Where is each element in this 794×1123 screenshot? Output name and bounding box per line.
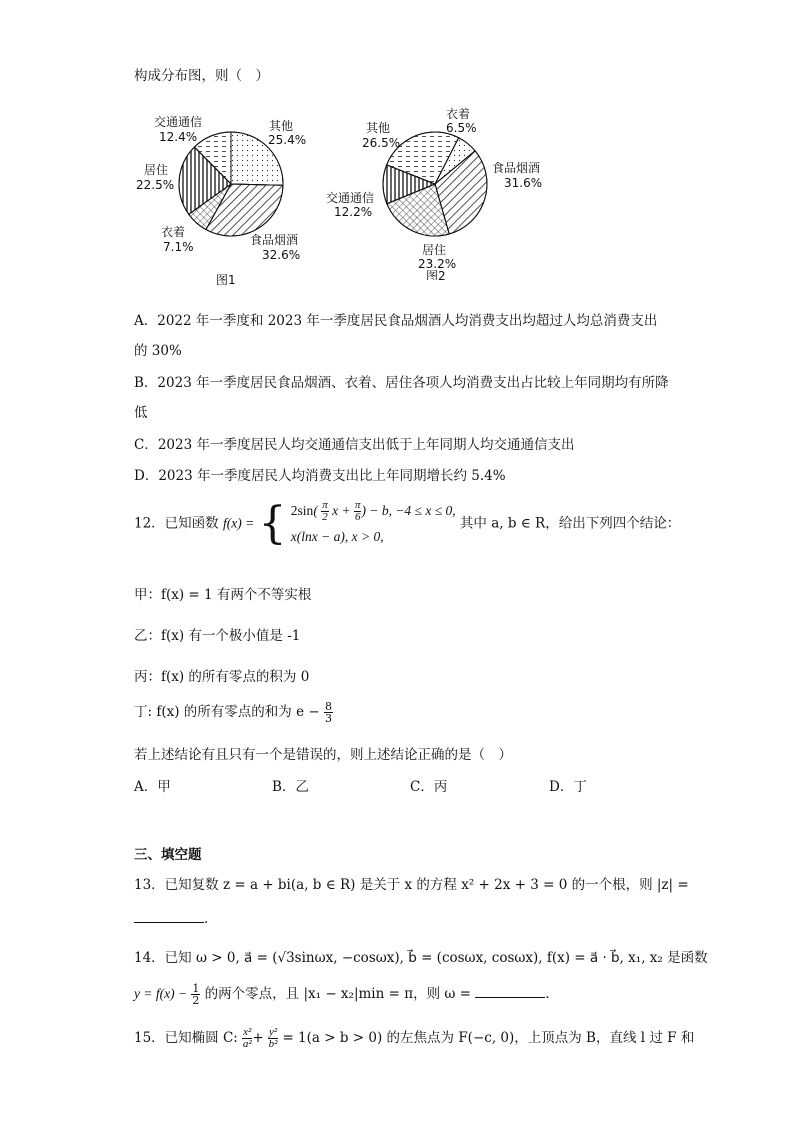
q11-option-a-line1: A．2022 年一季度和 2023 年一季度居民食品烟酒人均消费支出均超过人均总消费支出 bbox=[134, 313, 658, 329]
fig2-label-food-pct: 31.6% bbox=[504, 176, 543, 190]
fig2-label-transport-name: 交通通信 bbox=[326, 191, 375, 205]
q12-brace: { bbox=[258, 498, 287, 549]
fig1-label-food-name: 食品烟酒 bbox=[250, 233, 299, 247]
pie-chart-figure1 bbox=[126, 104, 326, 290]
fig1-label-housing-pct: 22.5% bbox=[136, 178, 175, 192]
fig1-label-other-pct: 25.4% bbox=[268, 133, 307, 147]
q11-option-a-line2: 的 30% bbox=[134, 343, 182, 359]
q12-cases bbox=[291, 498, 456, 550]
q12-claim-ding: 丁: f(x) 的所有零点的和为 e − $\frac{8}{3}$ bbox=[134, 700, 332, 725]
fig2-label-other-name: 其他 bbox=[366, 121, 391, 135]
q12-frac-pi-2: $\frac{\pi}{2}$ bbox=[322, 499, 328, 524]
q12-case1: 2sin( $\frac{\pi}{2}$ x + $\frac{\pi}{6}$ ) − b, −4 ≤ x ≤ 0, bbox=[290, 499, 456, 524]
fig2-label-transport-pct: 12.2% bbox=[334, 205, 373, 219]
q15-frac-y2-b2: $\frac{\text{y²}}{\text{b²}}$ bbox=[268, 1026, 278, 1050]
fig1-label-clothing-pct: 7.1% bbox=[163, 240, 194, 254]
q12-frac-8-3: $\frac{8}{3}$ bbox=[324, 700, 332, 725]
q12-choice-b: B．乙 bbox=[272, 779, 309, 795]
q13-text: 13．已知复数 z = a + bi(a, b ∈ R) 是关于 x 的方程 x² + 2x + 3 = 0 的一个根，则 |z| = bbox=[134, 877, 689, 893]
section3-heading: 三、填空题 bbox=[134, 847, 202, 863]
fig1-label-housing-name: 居住 bbox=[144, 163, 169, 177]
q15-frac-x2-a2: $\frac{\text{x²}}{\text{a²}}$ bbox=[242, 1026, 252, 1050]
q11-option-d: D．2023 年一季度居民人均消费支出比上年同期增长约 5.4% bbox=[134, 468, 506, 484]
q14-answer-blank[interactable] bbox=[475, 983, 545, 998]
fig1-label-clothing-name: 衣着 bbox=[161, 225, 186, 239]
q12-claim-bing: 丙：f(x) 的所有零点的积为 0 bbox=[134, 669, 310, 685]
pie-chart-figure2 bbox=[318, 104, 568, 280]
q11-option-b-line1: B．2023 年一季度居民食品烟酒、衣着、居住各项人均消费支出占比较上年同期均有所降 bbox=[134, 375, 669, 391]
fig1-label-transport-pct: 12.4% bbox=[159, 130, 198, 144]
fig2-label-clothing-name: 衣着 bbox=[446, 107, 471, 121]
fig1-label-transport-name: 交通通信 bbox=[154, 115, 203, 129]
q12-claim-yi: 乙：f(x) 有一个极小值是 -1 bbox=[134, 628, 301, 644]
q12-choice-c: C．丙 bbox=[410, 779, 448, 795]
q14-line2: y = f(x) − $\frac{1}{2}$ 的两个零点，且 |x₁ − x₂|min = π，则 ω = . bbox=[134, 982, 550, 1007]
q12-case2: x(lnx − a), x > 0, bbox=[290, 529, 384, 544]
fig1-label-other-name: 其他 bbox=[269, 119, 294, 133]
fig2-label-other-pct: 26.5% bbox=[362, 136, 401, 150]
q13-answer-blank[interactable]: . bbox=[134, 908, 208, 927]
q11-option-b-line2: 低 bbox=[134, 405, 148, 421]
q12-frac-pi-6: $\frac{\pi}{6}$ bbox=[354, 499, 361, 524]
intro-text: 构成分布图，则（ ） bbox=[134, 68, 269, 84]
fig2-label-housing-name: 居住 bbox=[422, 243, 447, 257]
q12-lead: 12．已知函数 bbox=[134, 515, 219, 532]
q14-frac-1-2: $\frac{1}{2}$ bbox=[192, 982, 200, 1007]
q15-line1: 15．已知椭圆 C: $\frac{\text{x²}}{\text{a²}}$ + $\frac{\text{y²}}{\text{b²}}$ = 1(a > b > 0) 的左焦点为 F(−c, 0)，上顶点为 B，直线 l 过 F 和 bbox=[134, 1026, 695, 1050]
fig1-label-food-pct: 32.6% bbox=[262, 248, 301, 262]
q12-statement bbox=[134, 498, 680, 550]
fig2-label-housing-pct: 23.2% bbox=[418, 257, 457, 271]
q12-question: 若上述结论有且只有一个是错误的，则上述结论正确的是（ ） bbox=[134, 747, 512, 763]
fig2-label-food-name: 食品烟酒 bbox=[492, 161, 541, 175]
fig2-caption: 图2 bbox=[426, 269, 446, 280]
fig1-caption: 图1 bbox=[216, 273, 236, 287]
q12-choice-a: A．甲 bbox=[134, 779, 171, 795]
pie1-slices bbox=[179, 132, 283, 236]
q12-choice-d: D．丁 bbox=[549, 779, 587, 795]
q12-fx: f(x) = bbox=[222, 515, 255, 531]
q14-line1: 14．已知 ω > 0, a⃗ = (√3sinωx, −cosωx), b⃗ = (cosωx, cosωx), f(x) = a⃗ · b⃗, x₁, x₂ 是函数 bbox=[134, 950, 708, 966]
q11-option-c: C．2023 年一季度居民人均交通通信支出低于上年同期人均交通通信支出 bbox=[134, 437, 575, 453]
q12-claim-jia: 甲：f(x) = 1 有两个不等实根 bbox=[134, 587, 312, 603]
fig2-label-clothing-pct: 6.5% bbox=[446, 121, 477, 135]
q12-condition: 其中 a, b ∈ R，给出下列四个结论： bbox=[459, 515, 681, 532]
